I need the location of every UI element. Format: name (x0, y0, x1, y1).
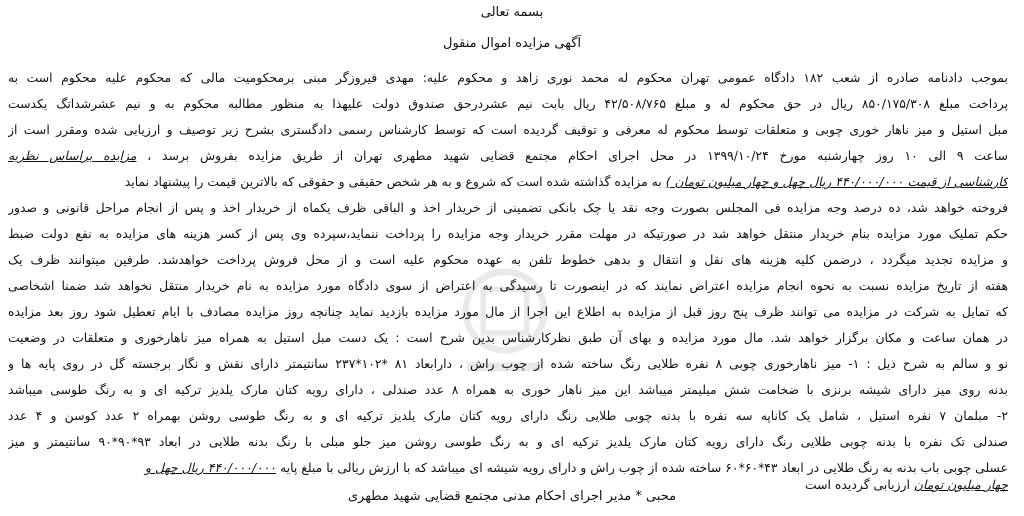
text-segment: عسلی چوبی باب بدنه به رنگ طلایی در ابعاد ۴۳*۶۰*۶۰ ساخته شده از چوب راش و دارای رویه شیشه ای میباشد که با ارزش ریالی با مبلغ پایه (276, 460, 1008, 475)
text-segment: ارزیابی گردیده است (804, 477, 914, 492)
paragraph-line: و مزایده تجدید میگردد ، درضمن کلیه هزینه های نقل و انتقال و بدهی خطوط تلفن به عهده محکوم علیه است و از محل فروش پرداخت خواهدشد. طرفین میتوانند ظرف یک (8, 252, 1008, 267)
text-segment: به مزایده گذاشته شده است که شروع و به هر شخص حقیقی و حقوقی که بالاترین قیمت را پیشنهاد نماید (124, 174, 666, 189)
text-segment: ساعت ۹ الی ۱۰ روز چهارشنبه مورخ ۱۳۹۹/۱۰/۲۴ در محل اجرای احکام مجتمع قضایی شهید مطهری تهران از طریق مزایده بفروش برسد ، (147, 148, 1008, 163)
paragraph-line: نو و سالم به شرح ذیل : ۱- میز ناهارخوری چوبی ۸ نفره طلایی رنگ ساخته شده از چوب راش ، دارابعاد ۸۱ *۱۰۲*۲۳۷ سانتیمتر دارای نقش و نگار برجسته گل در روی پایه ها و (8, 356, 1008, 371)
paragraph-line: بدنه روی میز دارای شیشه برنزی با ضخامت شش میلیمتر میباشد این میز ناهار خوری به همراه ۸ عدد صندلی ، دارای رویه کتان مارک یلدیز ترکیه ای و به رنگ طوسی میباشد (8, 382, 1008, 397)
paragraph-line (8, 173, 1008, 191)
notice-title: آگهی مزایده اموال منقول (443, 36, 581, 51)
paragraph-line: پرداخت مبلغ ۸۵۰/۱۷۵/۳۰۸ ریال در حق محکوم له و مبلغ ۴۲/۵۰۸/۷۶۵ ریال بابت نیم عشردرحق صندوق دولت علیهذا به منظور مطالبه محکوم به و نیم عشرشداتگ یکدست (8, 96, 1008, 111)
paragraph-line: بموجب دادنامه صادره از شعب ۱۸۲ دادگاه عمومی تهران محکوم له محمد نوری زاهد و محکوم علیه: مهدی فیروزگر مبنی برمحکومیت مالی که محکوم علیه محکوم است به (8, 70, 1008, 85)
paragraph-line: صندلی تک نفره با بدنه چوبی طلایی رنگ دارای رویه کتان مارک یلدیز ترکیه ای و به رنگ طوسی روشن میز جلو مبلی با رنگ بدنه طلایی در ابعاد ۹۳*۹۰*۹۰ سانتیمتر و میز (8, 434, 1008, 449)
paragraph-line: هفته از تاریخ مزایده نسبت به نحوه انجام مزایده اعتراض نمایند که در اینصورت تا رسیدگی به اعتراض از سوی دادگاه مورد مزایده به نام خریدار منتقل نخواهد شد ضمنا اشخاصی (8, 278, 1008, 293)
paragraph-line: که تمایل به شرکت در مزایده می توانند ظرف پنج روز قبل از مزایده به اطلاع این اجرا از مال مورد مزایده بازدید نماید چنانچه روز مزایده مصادف با ایام تعطیل شود روز بعد مزایده (8, 304, 1008, 319)
paragraph-line: مبل استیل و میز ناهار خوری چوبی و متعلقات توسط محکوم له معرفی و توقیف گردیده است که توسط کارشناس رسمی دادگستری بشرح زیر توصیف و ارزیابی شده ومقرر است از (8, 122, 1008, 137)
paragraph-line (8, 459, 1008, 477)
paragraph-line: حکم تملیک مورد مزایده بنام خریدار منتقل خواهد شد در صورتیکه در مهلت مقرر خریدار وجه مزایده را پرداخت ننماید،سپرده وی پس از کسر هزینه های مزایده به نفع دولت ضبط (8, 226, 1008, 241)
signature-line: محبی * مدیر اجرای احکام مدنی مجتمع قضایی شهید مطهری (347, 489, 677, 504)
paragraph-line: در همان ساعت و مکان برگزار خواهد شد. مال مورد مزایده و بهای آن طبق نظرکارشناس بدین شرح است : یک دست مبل استیل به همراه میز ناهارخوری و متعلقات در وضعیت (8, 330, 1008, 345)
paragraph-line (8, 147, 1008, 165)
underlined-price: کارشناسی از قیمت ۴۴۰/۰۰۰/۰۰۰ ریال چهل و چهار میلیون تومان ) (665, 174, 1008, 189)
paragraph-line: فروخته خواهد شد، ده درصد وجه مزایده فی المجلس بصورت وجه نقد یا چک بانکی تضمینی از خریدار اخذ و الباقی ظرف یکماه از خریدار اخذ و پس از انجام مراحل قانونی و صدور (8, 200, 1008, 215)
paragraph-line: ۲- مبلمان ۷ نفره استیل ، شامل یک کاناپه سه نفره با بدنه چوبی طلایی رنگ دارای رویه کتان مارک یلدیز ترکیه ای و به رنگ طوسی روشن بهمراه ۲ عدد کوسن و ۴ عدد (8, 408, 1008, 423)
underlined-price: چهار میلیون تومان (913, 477, 1008, 492)
underlined-price: ۴۴۰/۰۰۰/۰۰۰ ریال چهل و (145, 460, 277, 475)
underlined-text: مزایده براساس نظریه (8, 148, 137, 163)
bismillah-heading: بسمه تعالی (480, 5, 544, 20)
